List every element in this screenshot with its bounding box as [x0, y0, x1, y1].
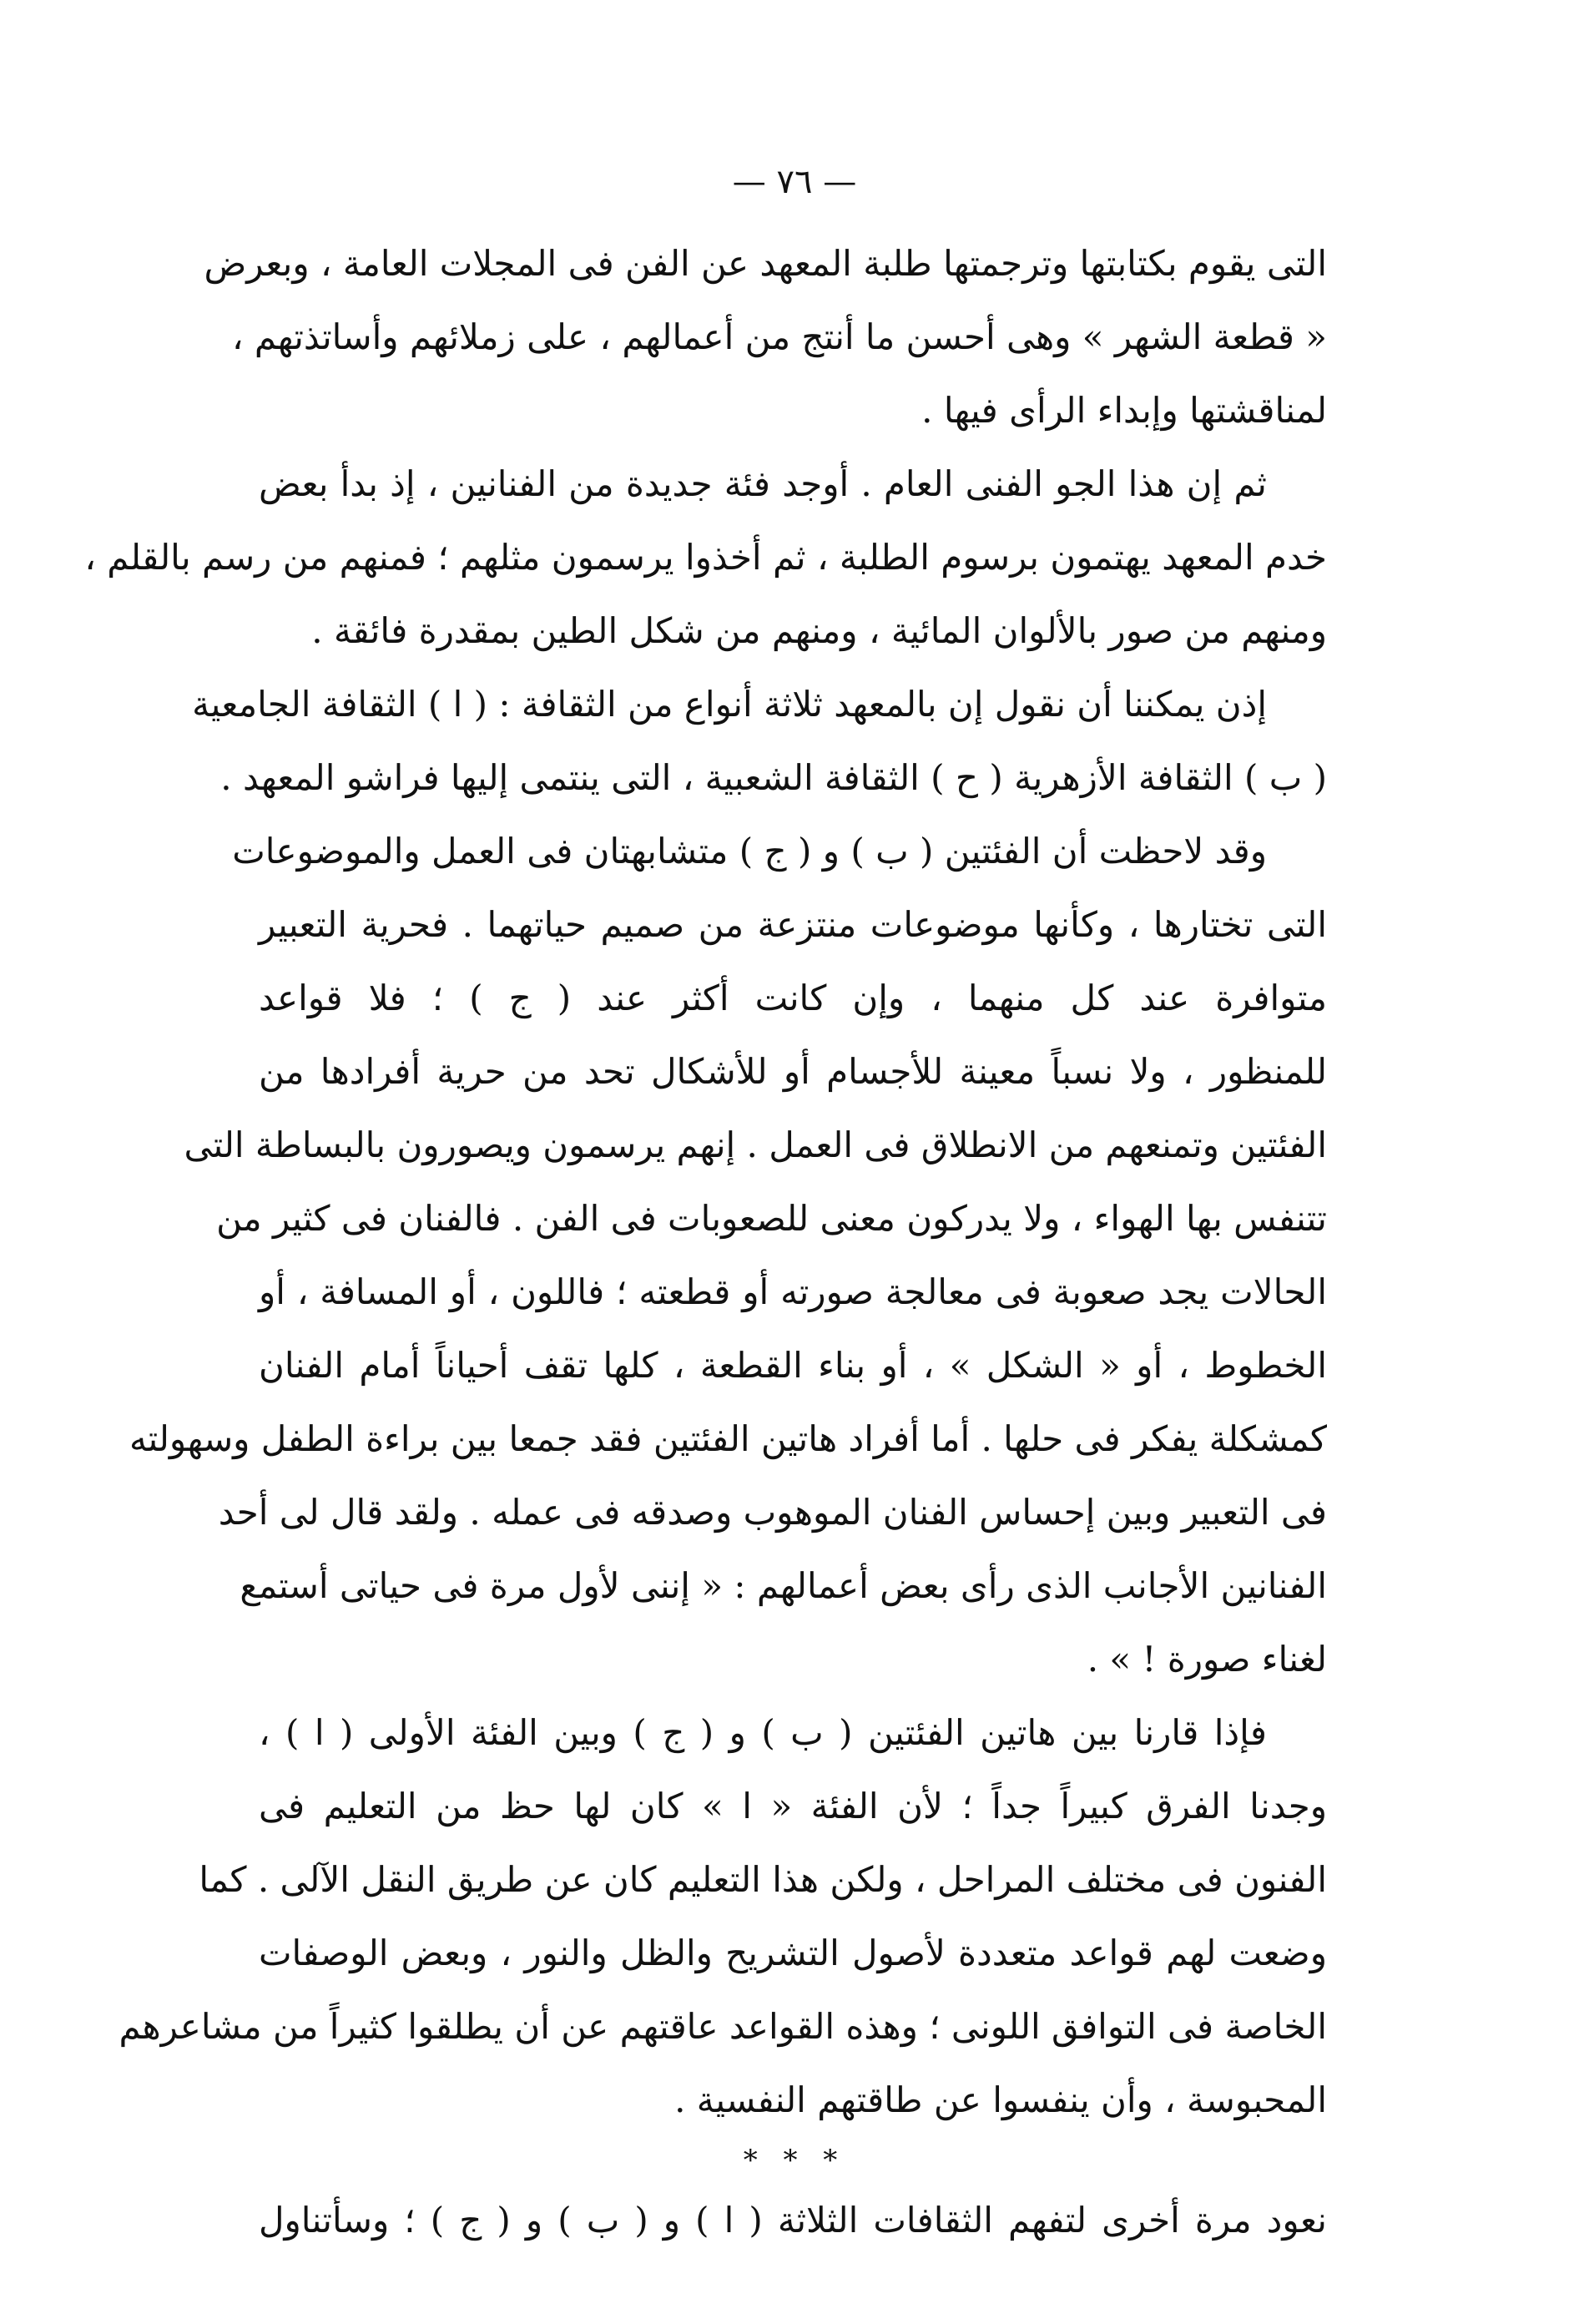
section-separator: * * * [743, 2144, 846, 2177]
text-line: لمناقشتها وإبداء الرأى فيها . [921, 390, 1327, 431]
text-line: الفنون فى مختلف المراحل ، ولكن هذا التعليم كان عن طريق النقل الآلى . كما [199, 1859, 1327, 1900]
text-line: وقد لاحظت أن الفئتين ( ب ) و ( ج ) متشابهتان فى العمل والموضوعات [232, 831, 1267, 872]
text-line: الفنانين الأجانب الذى رأى بعض أعمالهم : « إننى لأول مرة فى حياتى أستمع [240, 1565, 1327, 1606]
text-line: ومنهم من صور بالألوان المائية ، ومنهم من شكل الطين بمقدرة فائقة . [311, 610, 1327, 651]
text-line: الحالات يجد صعوبة فى معالجة صورته أو قطعته ؛ فاللون ، أو المسافة ، أو [259, 1271, 1327, 1312]
text-line: ( ب ) الثقافة الأزهرية ( ح ) الثقافة الشعبية ، التى ينتمى إليها فراشو المعهد . [220, 757, 1327, 798]
text-line: وجدنا الفرق كبيراً جداً ؛ لأن الفئة « ا » كان لها حظ من التعليم فى [259, 1786, 1327, 1826]
text-line: فإذا قارنا بين هاتين الفئتين ( ب ) و ( ج ) وبين الفئة الأولى ( ا ) ، [259, 1712, 1267, 1753]
text-line: تتنفس بها الهواء ، ولا يدركون معنى للصعوبات فى الفن . فالفنان فى كثير من [216, 1198, 1327, 1239]
text-line: وضعت لهم قواعد متعددة لأصول التشريح والظل والنور ، وبعض الوصفات [259, 1932, 1327, 1973]
text-line: التى تختارها ، وكأنها موضوعات منتزعة من صميم حياتهما . فحرية التعبير [259, 904, 1327, 945]
text-line: نعود مرة أخرى لتفهم الثقافات الثلاثة ( ا ) و ( ب ) و ( ج ) ؛ وسأتناول [259, 2200, 1327, 2241]
text-line: الفئتين وتمنعهم من الانطلاق فى العمل . إنهم يرسمون ويصورون بالبساطة التى [184, 1124, 1327, 1165]
text-line: لغناء صورة ! » . [1087, 1639, 1327, 1680]
text-line: خدم المعهد يهتمون برسوم الطلبة ، ثم أخذوا يرسمون مثلهم ؛ فمنهم من رسم بالقلم ، [84, 537, 1327, 578]
text-line: إذن يمكننا أن نقول إن بالمعهد ثلاثة أنواع من الثقافة : ( ا ) الثقافة الجامعية [192, 684, 1267, 725]
text-line: الخاصة فى التوافق اللونى ؛ وهذه القواعد عاقتهم عن أن يطلقوا كثيراً من مشاعرهم [119, 2006, 1327, 2047]
text-line: التى يقوم بكتابتها وترجمتها طلبة المعهد عن الفن فى المجلات العامة ، وبعرض [204, 243, 1327, 284]
text-line: كمشكلة يفكر فى حلها . أما أفراد هاتين الفئتين فقد جمعا بين براءة الطفل وسهولته [129, 1418, 1327, 1459]
text-line: المحبوسة ، وأن ينفسوا عن طاقتهم النفسية . [674, 2079, 1327, 2120]
text-line: متوافرة عند كل منهما ، وإن كانت أكثر عند ( ج ) ؛ فلا قواعد [259, 978, 1327, 1018]
text-line: فى التعبير وبين إحساس الفنان الموهوب وصدقه فى عمله . ولقد قال لى أحد [218, 1492, 1327, 1533]
text-line: ثم إن هذا الجو الفنى العام . أوجد فئة جديدة من الفنانين ، إذ بدأ بعض [259, 463, 1267, 504]
page-number: — ٧٦ — [732, 163, 857, 201]
text-line: للمنظور ، ولا نسباً معينة للأجسام أو للأشكال تحد من حرية أفرادها من [259, 1051, 1327, 1092]
text-line: الخطوط ، أو « الشكل » ، أو بناء القطعة ، كلها تقف أحياناً أمام الفنان [259, 1345, 1327, 1386]
text-line: « قطعة الشهر » وهى أحسن ما أنتج من أعمالهم ، على زملائهم وأساتذتهم ، [231, 316, 1327, 357]
